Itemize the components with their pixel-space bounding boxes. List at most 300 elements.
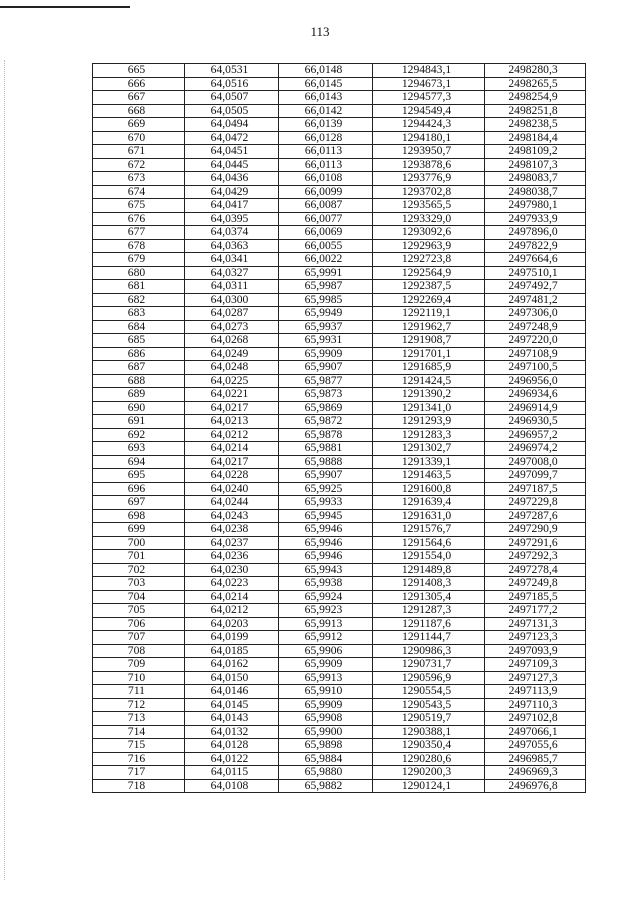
point-number-cell: 667 — [93, 91, 185, 105]
longitude-cell: 65,9910 — [279, 685, 373, 699]
table-row — [93, 685, 586, 699]
x-coordinate-cell: 1292387,5 — [373, 280, 485, 294]
latitude-cell: 64,0238 — [185, 523, 279, 537]
table-row — [93, 104, 586, 118]
point-number-cell: 717 — [93, 766, 185, 780]
y-coordinate-cell: 2497896,0 — [485, 226, 586, 240]
longitude-cell: 66,0113 — [279, 145, 373, 159]
longitude-cell: 66,0145 — [279, 77, 373, 91]
x-coordinate-cell: 1291489,8 — [373, 563, 485, 577]
point-number-cell: 688 — [93, 374, 185, 388]
longitude-cell: 65,9938 — [279, 577, 373, 591]
table-row — [93, 469, 586, 483]
latitude-cell: 64,0472 — [185, 131, 279, 145]
x-coordinate-cell: 1293565,5 — [373, 199, 485, 213]
latitude-cell: 64,0273 — [185, 320, 279, 334]
x-coordinate-cell: 1293776,9 — [373, 172, 485, 186]
longitude-cell: 65,9873 — [279, 388, 373, 402]
table-row — [93, 550, 586, 564]
longitude-cell: 65,9937 — [279, 320, 373, 334]
latitude-cell: 64,0128 — [185, 739, 279, 753]
y-coordinate-cell: 2497108,9 — [485, 347, 586, 361]
table-row — [93, 320, 586, 334]
table-row — [93, 752, 586, 766]
table-row — [93, 307, 586, 321]
latitude-cell: 64,0341 — [185, 253, 279, 267]
y-coordinate-cell: 2497110,3 — [485, 698, 586, 712]
x-coordinate-cell: 1291305,4 — [373, 590, 485, 604]
y-coordinate-cell: 2496956,0 — [485, 374, 586, 388]
latitude-cell: 64,0287 — [185, 307, 279, 321]
table-row — [93, 455, 586, 469]
x-coordinate-cell: 1290124,1 — [373, 779, 485, 793]
table-row — [93, 496, 586, 510]
longitude-cell: 66,0022 — [279, 253, 373, 267]
y-coordinate-cell: 2498254,9 — [485, 91, 586, 105]
y-coordinate-cell: 2497187,5 — [485, 482, 586, 496]
longitude-cell: 65,9888 — [279, 455, 373, 469]
point-number-cell: 681 — [93, 280, 185, 294]
longitude-cell: 66,0139 — [279, 118, 373, 132]
point-number-cell: 715 — [93, 739, 185, 753]
table-row — [93, 779, 586, 793]
y-coordinate-cell: 2497123,3 — [485, 631, 586, 645]
y-coordinate-cell: 2497291,6 — [485, 536, 586, 550]
coordinates-table — [92, 63, 586, 793]
longitude-cell: 66,0128 — [279, 131, 373, 145]
point-number-cell: 670 — [93, 131, 185, 145]
y-coordinate-cell: 2498038,7 — [485, 185, 586, 199]
x-coordinate-cell: 1291341,0 — [373, 401, 485, 415]
y-coordinate-cell: 2497113,9 — [485, 685, 586, 699]
longitude-cell: 65,9924 — [279, 590, 373, 604]
table-row — [93, 212, 586, 226]
x-coordinate-cell: 1293702,8 — [373, 185, 485, 199]
latitude-cell: 64,0240 — [185, 482, 279, 496]
scan-margin-edge — [4, 60, 5, 880]
y-coordinate-cell: 2497177,2 — [485, 604, 586, 618]
point-number-cell: 707 — [93, 631, 185, 645]
table-row — [93, 712, 586, 726]
table-row — [93, 118, 586, 132]
latitude-cell: 64,0237 — [185, 536, 279, 550]
x-coordinate-cell: 1294549,4 — [373, 104, 485, 118]
x-coordinate-cell: 1290543,5 — [373, 698, 485, 712]
table-row — [93, 658, 586, 672]
table-row — [93, 293, 586, 307]
longitude-cell: 65,9880 — [279, 766, 373, 780]
y-coordinate-cell: 2497099,7 — [485, 469, 586, 483]
table-row — [93, 590, 586, 604]
table-row — [93, 725, 586, 739]
y-coordinate-cell: 2496969,3 — [485, 766, 586, 780]
longitude-cell: 65,9900 — [279, 725, 373, 739]
point-number-cell: 702 — [93, 563, 185, 577]
y-coordinate-cell: 2497066,1 — [485, 725, 586, 739]
x-coordinate-cell: 1291639,4 — [373, 496, 485, 510]
table-row — [93, 388, 586, 402]
table-row — [93, 347, 586, 361]
latitude-cell: 64,0236 — [185, 550, 279, 564]
latitude-cell: 64,0243 — [185, 509, 279, 523]
longitude-cell: 65,9909 — [279, 698, 373, 712]
x-coordinate-cell: 1291302,7 — [373, 442, 485, 456]
latitude-cell: 64,0150 — [185, 671, 279, 685]
y-coordinate-cell: 2498107,3 — [485, 158, 586, 172]
longitude-cell: 65,9908 — [279, 712, 373, 726]
x-coordinate-cell: 1291701,1 — [373, 347, 485, 361]
y-coordinate-cell: 2497102,8 — [485, 712, 586, 726]
longitude-cell: 65,9906 — [279, 644, 373, 658]
x-coordinate-cell: 1291144,7 — [373, 631, 485, 645]
x-coordinate-cell: 1291554,0 — [373, 550, 485, 564]
table-row — [93, 428, 586, 442]
x-coordinate-cell: 1294843,1 — [373, 64, 485, 78]
y-coordinate-cell: 2497220,0 — [485, 334, 586, 348]
page-top-rule — [0, 6, 130, 8]
latitude-cell: 64,0132 — [185, 725, 279, 739]
point-number-cell: 703 — [93, 577, 185, 591]
longitude-cell: 65,9872 — [279, 415, 373, 429]
longitude-cell: 65,9912 — [279, 631, 373, 645]
table-row — [93, 199, 586, 213]
y-coordinate-cell: 2497109,3 — [485, 658, 586, 672]
y-coordinate-cell: 2497008,0 — [485, 455, 586, 469]
latitude-cell: 64,0451 — [185, 145, 279, 159]
table-row — [93, 671, 586, 685]
table-row — [93, 442, 586, 456]
longitude-cell: 66,0113 — [279, 158, 373, 172]
y-coordinate-cell: 2497980,1 — [485, 199, 586, 213]
latitude-cell: 64,0217 — [185, 455, 279, 469]
x-coordinate-cell: 1291600,8 — [373, 482, 485, 496]
table-row — [93, 374, 586, 388]
latitude-cell: 64,0185 — [185, 644, 279, 658]
y-coordinate-cell: 2496974,2 — [485, 442, 586, 456]
y-coordinate-cell: 2498083,7 — [485, 172, 586, 186]
point-number-cell: 718 — [93, 779, 185, 793]
y-coordinate-cell: 2498184,4 — [485, 131, 586, 145]
longitude-cell: 65,9877 — [279, 374, 373, 388]
longitude-cell: 66,0069 — [279, 226, 373, 240]
table-row — [93, 185, 586, 199]
y-coordinate-cell: 2496985,7 — [485, 752, 586, 766]
latitude-cell: 64,0244 — [185, 496, 279, 510]
longitude-cell: 66,0077 — [279, 212, 373, 226]
latitude-cell: 64,0445 — [185, 158, 279, 172]
table-row — [93, 145, 586, 159]
latitude-cell: 64,0223 — [185, 577, 279, 591]
y-coordinate-cell: 2497248,9 — [485, 320, 586, 334]
point-number-cell: 705 — [93, 604, 185, 618]
point-number-cell: 708 — [93, 644, 185, 658]
y-coordinate-cell: 2497278,4 — [485, 563, 586, 577]
x-coordinate-cell: 1291187,6 — [373, 617, 485, 631]
longitude-cell: 65,9925 — [279, 482, 373, 496]
table-row — [93, 253, 586, 267]
y-coordinate-cell: 2498109,2 — [485, 145, 586, 159]
latitude-cell: 64,0221 — [185, 388, 279, 402]
latitude-cell: 64,0311 — [185, 280, 279, 294]
x-coordinate-cell: 1294180,1 — [373, 131, 485, 145]
x-coordinate-cell: 1292564,9 — [373, 266, 485, 280]
x-coordinate-cell: 1292119,1 — [373, 307, 485, 321]
latitude-cell: 64,0122 — [185, 752, 279, 766]
latitude-cell: 64,0199 — [185, 631, 279, 645]
y-coordinate-cell: 2498251,8 — [485, 104, 586, 118]
x-coordinate-cell: 1290519,7 — [373, 712, 485, 726]
table-row — [93, 536, 586, 550]
point-number-cell: 682 — [93, 293, 185, 307]
point-number-cell: 714 — [93, 725, 185, 739]
y-coordinate-cell: 2497933,9 — [485, 212, 586, 226]
table-row — [93, 401, 586, 415]
y-coordinate-cell: 2497822,9 — [485, 239, 586, 253]
table-row — [93, 266, 586, 280]
x-coordinate-cell: 1290596,9 — [373, 671, 485, 685]
longitude-cell: 65,9898 — [279, 739, 373, 753]
longitude-cell: 65,9881 — [279, 442, 373, 456]
table-row — [93, 523, 586, 537]
latitude-cell: 64,0108 — [185, 779, 279, 793]
y-coordinate-cell: 2496930,5 — [485, 415, 586, 429]
y-coordinate-cell: 2497664,6 — [485, 253, 586, 267]
longitude-cell: 66,0108 — [279, 172, 373, 186]
y-coordinate-cell: 2497100,5 — [485, 361, 586, 375]
x-coordinate-cell: 1291283,3 — [373, 428, 485, 442]
latitude-cell: 64,0212 — [185, 428, 279, 442]
x-coordinate-cell: 1293329,0 — [373, 212, 485, 226]
latitude-cell: 64,0516 — [185, 77, 279, 91]
y-coordinate-cell: 2497093,9 — [485, 644, 586, 658]
point-number-cell: 685 — [93, 334, 185, 348]
x-coordinate-cell: 1291339,1 — [373, 455, 485, 469]
point-number-cell: 678 — [93, 239, 185, 253]
table-row — [93, 172, 586, 186]
longitude-cell: 66,0087 — [279, 199, 373, 213]
latitude-cell: 64,0249 — [185, 347, 279, 361]
point-number-cell: 672 — [93, 158, 185, 172]
y-coordinate-cell: 2497492,7 — [485, 280, 586, 294]
latitude-cell: 64,0230 — [185, 563, 279, 577]
x-coordinate-cell: 1290388,1 — [373, 725, 485, 739]
point-number-cell: 671 — [93, 145, 185, 159]
point-number-cell: 693 — [93, 442, 185, 456]
longitude-cell: 65,9907 — [279, 469, 373, 483]
latitude-cell: 64,0228 — [185, 469, 279, 483]
latitude-cell: 64,0505 — [185, 104, 279, 118]
x-coordinate-cell: 1293878,6 — [373, 158, 485, 172]
point-number-cell: 674 — [93, 185, 185, 199]
x-coordinate-cell: 1290280,6 — [373, 752, 485, 766]
latitude-cell: 64,0363 — [185, 239, 279, 253]
table-row — [93, 577, 586, 591]
latitude-cell: 64,0203 — [185, 617, 279, 631]
point-number-cell: 709 — [93, 658, 185, 672]
x-coordinate-cell: 1291408,3 — [373, 577, 485, 591]
point-number-cell: 676 — [93, 212, 185, 226]
latitude-cell: 64,0162 — [185, 658, 279, 672]
table-row — [93, 64, 586, 78]
y-coordinate-cell: 2497131,3 — [485, 617, 586, 631]
point-number-cell: 679 — [93, 253, 185, 267]
longitude-cell: 65,9931 — [279, 334, 373, 348]
latitude-cell: 64,0531 — [185, 64, 279, 78]
x-coordinate-cell: 1292723,8 — [373, 253, 485, 267]
longitude-cell: 66,0142 — [279, 104, 373, 118]
latitude-cell: 64,0115 — [185, 766, 279, 780]
point-number-cell: 666 — [93, 77, 185, 91]
y-coordinate-cell: 2496914,9 — [485, 401, 586, 415]
y-coordinate-cell: 2498265,5 — [485, 77, 586, 91]
table-row — [93, 766, 586, 780]
point-number-cell: 668 — [93, 104, 185, 118]
longitude-cell: 66,0148 — [279, 64, 373, 78]
latitude-cell: 64,0143 — [185, 712, 279, 726]
y-coordinate-cell: 2497292,3 — [485, 550, 586, 564]
point-number-cell: 713 — [93, 712, 185, 726]
latitude-cell: 64,0146 — [185, 685, 279, 699]
longitude-cell: 65,9884 — [279, 752, 373, 766]
point-number-cell: 675 — [93, 199, 185, 213]
latitude-cell: 64,0327 — [185, 266, 279, 280]
x-coordinate-cell: 1293092,6 — [373, 226, 485, 240]
y-coordinate-cell: 2498238,5 — [485, 118, 586, 132]
point-number-cell: 692 — [93, 428, 185, 442]
table-row — [93, 239, 586, 253]
table-row — [93, 131, 586, 145]
y-coordinate-cell: 2496934,6 — [485, 388, 586, 402]
longitude-cell: 65,9943 — [279, 563, 373, 577]
latitude-cell: 64,0212 — [185, 604, 279, 618]
table-row — [93, 226, 586, 240]
longitude-cell: 65,9913 — [279, 671, 373, 685]
point-number-cell: 687 — [93, 361, 185, 375]
longitude-cell: 65,9946 — [279, 523, 373, 537]
y-coordinate-cell: 2496976,8 — [485, 779, 586, 793]
longitude-cell: 65,9987 — [279, 280, 373, 294]
point-number-cell: 690 — [93, 401, 185, 415]
y-coordinate-cell: 2497229,8 — [485, 496, 586, 510]
table-row — [93, 280, 586, 294]
point-number-cell: 691 — [93, 415, 185, 429]
latitude-cell: 64,0214 — [185, 590, 279, 604]
x-coordinate-cell: 1293950,7 — [373, 145, 485, 159]
x-coordinate-cell: 1291287,3 — [373, 604, 485, 618]
x-coordinate-cell: 1291685,9 — [373, 361, 485, 375]
latitude-cell: 64,0507 — [185, 91, 279, 105]
table-row — [93, 563, 586, 577]
coordinates-table-body — [93, 64, 586, 793]
x-coordinate-cell: 1290200,3 — [373, 766, 485, 780]
latitude-cell: 64,0395 — [185, 212, 279, 226]
longitude-cell: 65,9907 — [279, 361, 373, 375]
point-number-cell: 710 — [93, 671, 185, 685]
point-number-cell: 684 — [93, 320, 185, 334]
latitude-cell: 64,0213 — [185, 415, 279, 429]
longitude-cell: 65,9882 — [279, 779, 373, 793]
x-coordinate-cell: 1291293,9 — [373, 415, 485, 429]
x-coordinate-cell: 1290731,7 — [373, 658, 485, 672]
y-coordinate-cell: 2497249,8 — [485, 577, 586, 591]
x-coordinate-cell: 1291564,6 — [373, 536, 485, 550]
table-row — [93, 698, 586, 712]
x-coordinate-cell: 1294673,1 — [373, 77, 485, 91]
x-coordinate-cell: 1291908,7 — [373, 334, 485, 348]
y-coordinate-cell: 2497510,1 — [485, 266, 586, 280]
point-number-cell: 698 — [93, 509, 185, 523]
longitude-cell: 65,9991 — [279, 266, 373, 280]
longitude-cell: 65,9946 — [279, 550, 373, 564]
table-row — [93, 415, 586, 429]
table-row — [93, 77, 586, 91]
x-coordinate-cell: 1291390,2 — [373, 388, 485, 402]
point-number-cell: 665 — [93, 64, 185, 78]
longitude-cell: 66,0143 — [279, 91, 373, 105]
latitude-cell: 64,0145 — [185, 698, 279, 712]
point-number-cell: 669 — [93, 118, 185, 132]
latitude-cell: 64,0217 — [185, 401, 279, 415]
point-number-cell: 701 — [93, 550, 185, 564]
page-number: 113 — [310, 24, 330, 39]
point-number-cell: 695 — [93, 469, 185, 483]
longitude-cell: 65,9949 — [279, 307, 373, 321]
longitude-cell: 65,9985 — [279, 293, 373, 307]
table-row — [93, 604, 586, 618]
y-coordinate-cell: 2497127,3 — [485, 671, 586, 685]
longitude-cell: 65,9869 — [279, 401, 373, 415]
point-number-cell: 706 — [93, 617, 185, 631]
latitude-cell: 64,0300 — [185, 293, 279, 307]
y-coordinate-cell: 2497287,6 — [485, 509, 586, 523]
y-coordinate-cell: 2497055,6 — [485, 739, 586, 753]
table-row — [93, 334, 586, 348]
point-number-cell: 673 — [93, 172, 185, 186]
latitude-cell: 64,0374 — [185, 226, 279, 240]
table-row — [93, 361, 586, 375]
x-coordinate-cell: 1292269,4 — [373, 293, 485, 307]
point-number-cell: 716 — [93, 752, 185, 766]
point-number-cell: 704 — [93, 590, 185, 604]
longitude-cell: 65,9923 — [279, 604, 373, 618]
x-coordinate-cell: 1290986,3 — [373, 644, 485, 658]
table-row — [93, 482, 586, 496]
y-coordinate-cell: 2497481,2 — [485, 293, 586, 307]
x-coordinate-cell: 1291576,7 — [373, 523, 485, 537]
table-row — [93, 644, 586, 658]
point-number-cell: 683 — [93, 307, 185, 321]
point-number-cell: 686 — [93, 347, 185, 361]
latitude-cell: 64,0248 — [185, 361, 279, 375]
point-number-cell: 689 — [93, 388, 185, 402]
y-coordinate-cell: 2497306,0 — [485, 307, 586, 321]
latitude-cell: 64,0429 — [185, 185, 279, 199]
latitude-cell: 64,0225 — [185, 374, 279, 388]
x-coordinate-cell: 1292963,9 — [373, 239, 485, 253]
table-row — [93, 509, 586, 523]
longitude-cell: 65,9909 — [279, 347, 373, 361]
longitude-cell: 65,9946 — [279, 536, 373, 550]
point-number-cell: 699 — [93, 523, 185, 537]
point-number-cell: 712 — [93, 698, 185, 712]
point-number-cell: 677 — [93, 226, 185, 240]
longitude-cell: 66,0099 — [279, 185, 373, 199]
point-number-cell: 700 — [93, 536, 185, 550]
x-coordinate-cell: 1291631,0 — [373, 509, 485, 523]
x-coordinate-cell: 1290554,5 — [373, 685, 485, 699]
y-coordinate-cell: 2496957,2 — [485, 428, 586, 442]
x-coordinate-cell: 1291463,5 — [373, 469, 485, 483]
